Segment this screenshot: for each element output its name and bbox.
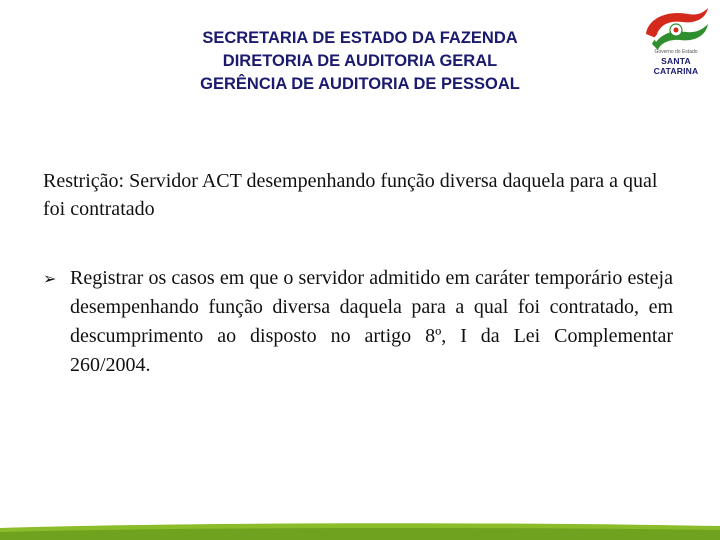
logo-name: SANTA CATARINA [653,56,699,76]
bullet-text: Registrar os casos em que o servidor admitido em caráter temporário esteja desempenhando função diversa daquela para a qual foi contratado, em descumprimento ao disposto no artigo 8º, I da Lei Complementar 260/2004. [70,267,673,376]
bullet-item [43,264,673,380]
restriction-paragraph: Restrição: Servidor ACT desempenhando função diversa daquela para a qual foi contratado [43,170,658,220]
santa-catarina-logo [638,4,714,76]
bottom-decorative-bar [0,518,720,540]
document-header [110,27,610,96]
logo-subtitle: Governo do Estado [654,49,698,55]
flag-emblem-icon [638,4,714,54]
arrow-bullet-icon: ➢ [43,269,57,288]
header-line-diretoria: DIRETORIA DE AUDITORIA GERAL [222,52,498,70]
header-line-gerencia: GERÊNCIA DE AUDITORIA DE PESSOAL [200,75,520,93]
header-line-secretaria: SECRETARIA DE ESTADO DA FAZENDA [202,29,518,47]
